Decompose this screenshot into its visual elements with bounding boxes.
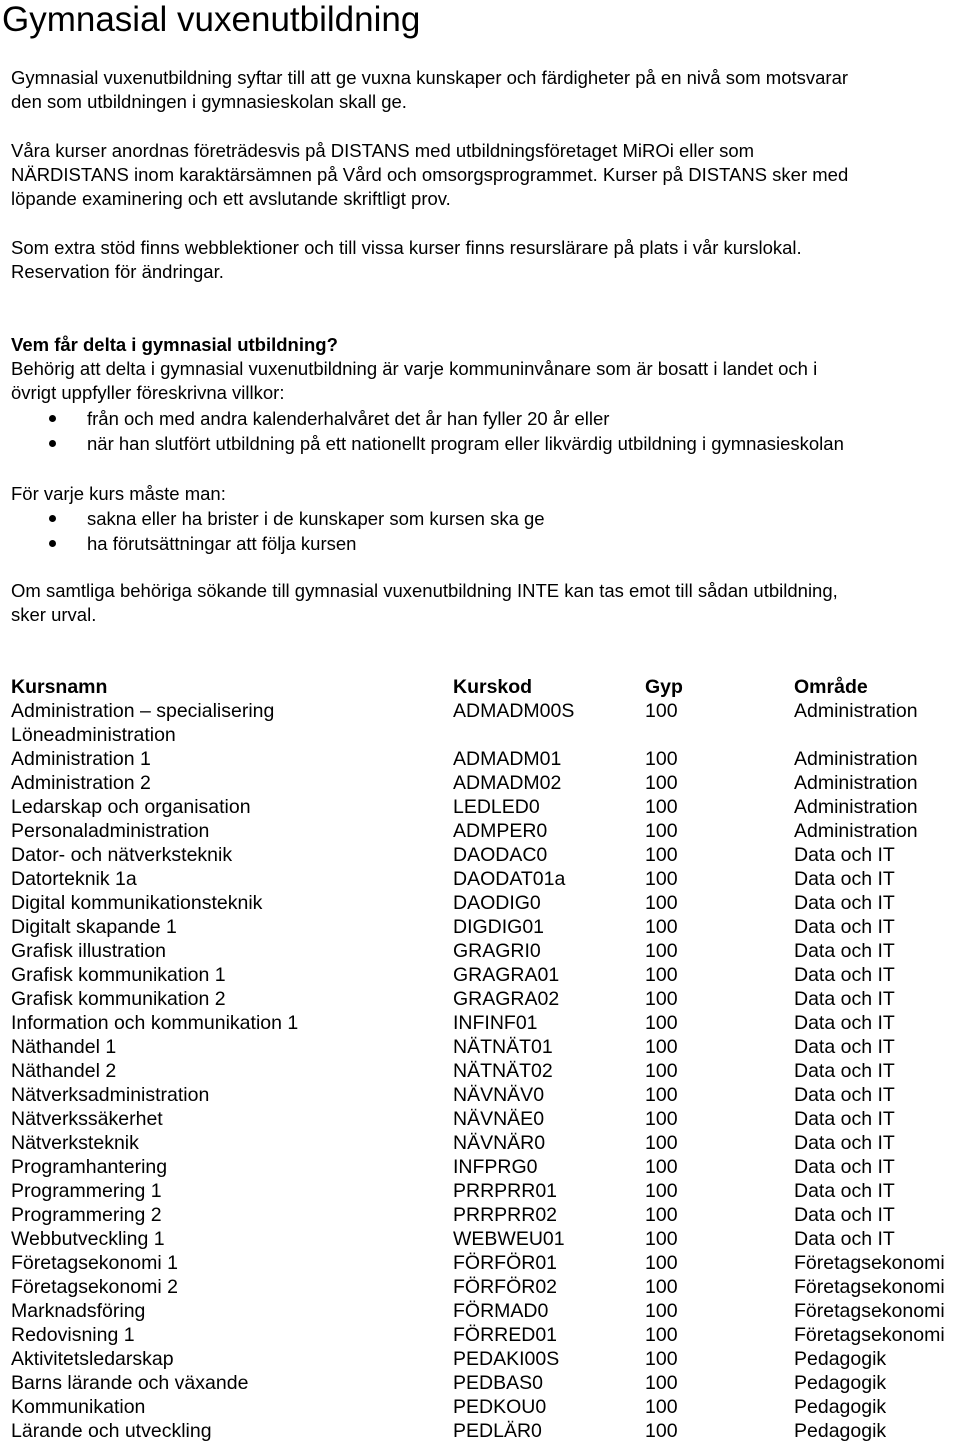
course-code-cell: DAODAT01a xyxy=(453,868,566,890)
area-cell: Data och IT xyxy=(794,1108,895,1130)
course-code-cell: DAODAC0 xyxy=(453,844,548,866)
table-row xyxy=(11,1155,954,1179)
course-name-cell: Datorteknik 1a xyxy=(11,868,137,890)
course-name-cell: Nätverkssäkerhet xyxy=(11,1108,163,1130)
bullet-icon xyxy=(49,540,56,547)
course-name-cell: Nätverksteknik xyxy=(11,1132,139,1154)
eligibility-heading: Vem får delta i gymnasial utbildning? xyxy=(11,334,338,355)
text-line: övrigt uppfyller föreskrivna villkor: xyxy=(11,382,285,403)
course-name-cell: Webbutveckling 1 xyxy=(11,1228,165,1250)
area-cell: Administration xyxy=(794,796,918,818)
points-cell: 100 xyxy=(645,892,678,914)
area-cell: Pedagogik xyxy=(794,1372,887,1394)
course-code-cell: NÄTNÄT02 xyxy=(453,1060,553,1082)
course-name-cell: Digitalt skapande 1 xyxy=(11,916,177,938)
course-code-cell: NÄVNÄE0 xyxy=(453,1108,545,1130)
eligibility-text xyxy=(11,357,817,405)
table-row xyxy=(11,1395,954,1419)
course-name-cell: Barns lärande och växande xyxy=(11,1372,249,1394)
list-item-text: sakna eller ha brister i de kunskaper som kursen ska ge xyxy=(87,508,545,529)
column-header-points: Gyp xyxy=(645,676,683,698)
course-code-cell: ADMADM01 xyxy=(453,748,562,770)
course-code-cell: NÄTNÄT01 xyxy=(453,1036,553,1058)
table-row xyxy=(11,1131,954,1155)
intro-paragraph-1 xyxy=(11,66,848,114)
course-code-cell: FÖRMAD0 xyxy=(453,1300,549,1322)
column-header-area: Område xyxy=(794,676,868,698)
area-cell: Administration xyxy=(794,700,918,722)
course-code-cell: ADMADM00S xyxy=(453,700,575,722)
course-name-cell: Lärande och utveckling xyxy=(11,1420,212,1442)
course-code-cell: DIGDIG01 xyxy=(453,916,545,938)
table-row xyxy=(11,1227,954,1251)
course-name-cell: Administration 1 xyxy=(11,748,151,770)
course-name-cell: Administration 2 xyxy=(11,772,151,794)
course-code-cell: LEDLED0 xyxy=(453,796,540,818)
course-name-cell: Personaladministration xyxy=(11,820,210,842)
table-row xyxy=(11,1011,954,1035)
area-cell: Administration xyxy=(794,748,918,770)
points-cell: 100 xyxy=(645,916,678,938)
table-row xyxy=(11,1035,954,1059)
points-cell: 100 xyxy=(645,1108,678,1130)
area-cell: Pedagogik xyxy=(794,1420,887,1442)
page-title: Gymnasial vuxenutbildning xyxy=(2,0,421,39)
bullet-icon xyxy=(49,515,56,522)
course-code-cell: ADMPER0 xyxy=(453,820,548,842)
table-row xyxy=(11,1107,954,1131)
text-line: Våra kurser anordnas företrädesvis på DISTANS med utbildningsföretaget MiROi eller som xyxy=(11,140,755,161)
course-name-cell: Dator- och nätverksteknik xyxy=(11,844,233,866)
points-cell: 100 xyxy=(645,1372,678,1394)
course-name-cell: Företagsekonomi 2 xyxy=(11,1276,178,1298)
list-item xyxy=(11,431,844,456)
course-code-cell: ADMADM02 xyxy=(453,772,562,794)
table-row xyxy=(11,1371,954,1395)
course-code-cell: DAODIG0 xyxy=(453,892,541,914)
points-cell: 100 xyxy=(645,1204,678,1226)
points-cell: 100 xyxy=(645,1228,678,1250)
list-item xyxy=(11,531,545,556)
intro-paragraph-2 xyxy=(11,139,848,211)
course-name-cell: Aktivitetsledarskap xyxy=(11,1348,174,1370)
area-cell: Data och IT xyxy=(794,1036,895,1058)
area-cell: Data och IT xyxy=(794,1012,895,1034)
area-cell: Företagsekonomi xyxy=(794,1300,945,1322)
area-cell: Företagsekonomi xyxy=(794,1252,945,1274)
course-code-cell: GRAGRA02 xyxy=(453,988,560,1010)
area-cell: Data och IT xyxy=(794,1156,895,1178)
area-cell: Data och IT xyxy=(794,1084,895,1106)
course-name-cell: Administration – specialisering xyxy=(11,700,275,722)
area-cell: Företagsekonomi xyxy=(794,1276,945,1298)
text-line: sker urval. xyxy=(11,604,97,625)
course-code-cell: PEDLÄR0 xyxy=(453,1420,542,1442)
area-cell: Data och IT xyxy=(794,1228,895,1250)
points-cell: 100 xyxy=(645,1420,678,1442)
list-item-text: från och med andra kalenderhalvåret det år han fyller 20 år eller xyxy=(87,408,610,429)
table-row xyxy=(11,891,954,915)
area-cell: Data och IT xyxy=(794,940,895,962)
points-cell: 100 xyxy=(645,1396,678,1418)
points-cell: 100 xyxy=(645,1324,678,1346)
table-row xyxy=(11,1251,954,1275)
points-cell: 100 xyxy=(645,1156,678,1178)
points-cell: 100 xyxy=(645,1300,678,1322)
course-name-cell: Näthandel 2 xyxy=(11,1060,117,1082)
points-cell: 100 xyxy=(645,820,678,842)
list-item xyxy=(11,406,844,431)
course-code-cell: GRAGRA01 xyxy=(453,964,560,986)
course-code-cell: INFINF01 xyxy=(453,1012,538,1034)
course-code-cell: PRRPRR02 xyxy=(453,1204,558,1226)
points-cell: 100 xyxy=(645,1012,678,1034)
table-row xyxy=(11,699,954,723)
column-header-course-name: Kursnamn xyxy=(11,676,108,698)
text-line: Gymnasial vuxenutbildning syftar till att ge vuxna kunskaper och färdigheter på en nivå som motsvarar xyxy=(11,67,849,88)
table-row xyxy=(11,747,954,771)
table-row xyxy=(11,819,954,843)
area-cell: Administration xyxy=(794,772,918,794)
area-cell: Data och IT xyxy=(794,988,895,1010)
course-name-cell: Marknadsföring xyxy=(11,1300,146,1322)
table-row xyxy=(11,795,954,819)
table-row xyxy=(11,963,954,987)
course-code-cell: FÖRFÖR02 xyxy=(453,1276,558,1298)
text-line: den som utbildningen i gymnasieskolan skall ge. xyxy=(11,91,407,112)
course-code-cell: PEDAKI00S xyxy=(453,1348,560,1370)
table-row xyxy=(11,723,954,747)
table-row xyxy=(11,1323,954,1347)
table-row xyxy=(11,1203,954,1227)
points-cell: 100 xyxy=(645,700,678,722)
points-cell: 100 xyxy=(645,964,678,986)
course-code-cell: WEBWEU01 xyxy=(453,1228,565,1250)
points-cell xyxy=(645,723,794,747)
area-cell: Data och IT xyxy=(794,964,895,986)
points-cell: 100 xyxy=(645,1036,678,1058)
course-name-cell: Nätverksadministration xyxy=(11,1084,210,1106)
area-cell: Data och IT xyxy=(794,916,895,938)
course-code-cell: GRAGRI0 xyxy=(453,940,541,962)
course-table-body xyxy=(11,699,954,1443)
course-name-cell: Digital kommunikationsteknik xyxy=(11,892,263,914)
area-cell: Data och IT xyxy=(794,844,895,866)
text-line: NÄRDISTANS inom karaktärsämnen på Vård och omsorgsprogrammet. Kurser på DISTANS sker med xyxy=(11,164,849,185)
course-name-cell: Företagsekonomi 1 xyxy=(11,1252,178,1274)
table-row xyxy=(11,1083,954,1107)
course-code-cell: FÖRFÖR01 xyxy=(453,1252,558,1274)
text-line: Reservation för ändringar. xyxy=(11,261,224,282)
list-item xyxy=(11,506,545,531)
table-row xyxy=(11,843,954,867)
text-line: Behörig att delta i gymnasial vuxenutbildning är varje kommuninvånare som är bosatt i landet och i xyxy=(11,358,818,379)
table-row xyxy=(11,771,954,795)
course-code-cell: FÖRRED01 xyxy=(453,1324,558,1346)
table-row xyxy=(11,1059,954,1083)
selection-paragraph xyxy=(11,579,838,627)
course-requirements-intro: För varje kurs måste man: xyxy=(11,483,226,504)
bullet-icon xyxy=(49,440,56,447)
course-name-cell: Grafisk kommunikation 2 xyxy=(11,988,226,1010)
area-cell: Pedagogik xyxy=(794,1396,887,1418)
area-cell: Pedagogik xyxy=(794,1348,887,1370)
table-row xyxy=(11,1299,954,1323)
points-cell: 100 xyxy=(645,796,678,818)
eligibility-conditions-list xyxy=(11,406,844,456)
course-name-cell: Grafisk kommunikation 1 xyxy=(11,964,226,986)
area-cell: Data och IT xyxy=(794,892,895,914)
area-cell xyxy=(794,723,954,747)
course-code-cell: INFPRG0 xyxy=(453,1156,538,1178)
points-cell: 100 xyxy=(645,1348,678,1370)
points-cell: 100 xyxy=(645,1060,678,1082)
table-row xyxy=(11,915,954,939)
points-cell: 100 xyxy=(645,1252,678,1274)
points-cell: 100 xyxy=(645,1084,678,1106)
course-name-cell: Grafisk illustration xyxy=(11,940,166,962)
course-name-cell: Redovisning 1 xyxy=(11,1324,135,1346)
table-row xyxy=(11,987,954,1011)
table-row xyxy=(11,939,954,963)
course-name-cell: Programmering 1 xyxy=(11,1180,162,1202)
points-cell: 100 xyxy=(645,1276,678,1298)
intro-paragraph-3 xyxy=(11,236,802,284)
course-code-cell xyxy=(453,723,645,747)
course-name-cell: Programhantering xyxy=(11,1156,168,1178)
list-item-text: ha förutsättningar att följa kursen xyxy=(87,533,357,554)
points-cell: 100 xyxy=(645,1132,678,1154)
course-name-cell: Programmering 2 xyxy=(11,1204,162,1226)
table-header-row xyxy=(11,675,954,699)
course-code-cell: NÄVNÄV0 xyxy=(453,1084,545,1106)
area-cell: Data och IT xyxy=(794,868,895,890)
text-line: löpande examinering och ett avslutande skriftligt prov. xyxy=(11,188,451,209)
points-cell: 100 xyxy=(645,940,678,962)
course-name-cell: Ledarskap och organisation xyxy=(11,796,251,818)
table-row xyxy=(11,1347,954,1371)
points-cell: 100 xyxy=(645,868,678,890)
course-name-cell: Kommunikation xyxy=(11,1396,146,1418)
course-name-cell: Löneadministration xyxy=(11,724,176,746)
area-cell: Data och IT xyxy=(794,1204,895,1226)
course-code-cell: PRRPRR01 xyxy=(453,1180,558,1202)
points-cell: 100 xyxy=(645,988,678,1010)
bullet-icon xyxy=(49,415,56,422)
table-row xyxy=(11,1419,954,1443)
course-table xyxy=(11,675,954,1443)
list-item-text: när han slutfört utbildning på ett nationellt program eller likvärdig utbildning i gymnasieskolan xyxy=(87,433,844,454)
column-header-course-code: Kurskod xyxy=(453,676,533,698)
table-row xyxy=(11,1179,954,1203)
table-row xyxy=(11,1275,954,1299)
area-cell: Administration xyxy=(794,820,918,842)
area-cell: Företagsekonomi xyxy=(794,1324,945,1346)
course-name-cell: Information och kommunikation 1 xyxy=(11,1012,299,1034)
course-code-cell: NÄVNÄR0 xyxy=(453,1132,546,1154)
course-code-cell: PEDBAS0 xyxy=(453,1372,543,1394)
points-cell: 100 xyxy=(645,844,678,866)
area-cell: Data och IT xyxy=(794,1180,895,1202)
table-row xyxy=(11,867,954,891)
points-cell: 100 xyxy=(645,1180,678,1202)
area-cell: Data och IT xyxy=(794,1132,895,1154)
points-cell: 100 xyxy=(645,748,678,770)
course-requirements-list xyxy=(11,506,545,556)
text-line: Som extra stöd finns webblektioner och till vissa kurser finns resurslärare på plats i vår kurslokal. xyxy=(11,237,802,258)
points-cell: 100 xyxy=(645,772,678,794)
text-line: Om samtliga behöriga sökande till gymnasial vuxenutbildning INTE kan tas emot till sådan utbildning, xyxy=(11,580,838,601)
course-code-cell: PEDKOU0 xyxy=(453,1396,547,1418)
area-cell: Data och IT xyxy=(794,1060,895,1082)
course-name-cell: Näthandel 1 xyxy=(11,1036,117,1058)
